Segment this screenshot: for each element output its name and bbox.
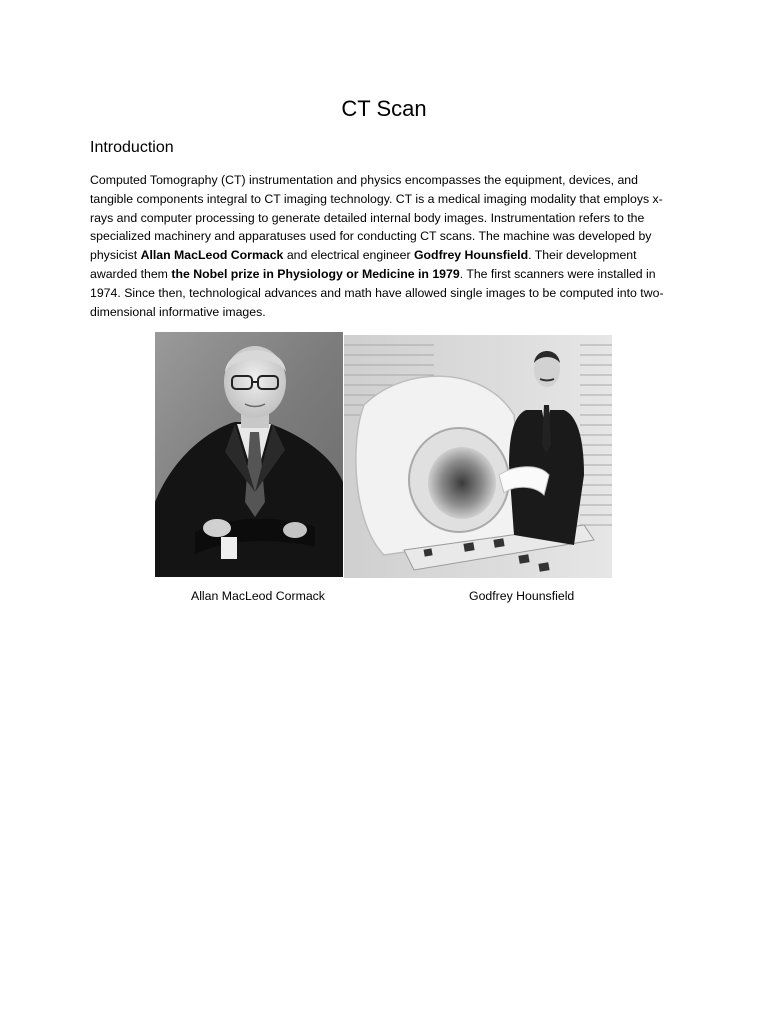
- caption-cormack: Allan MacLeod Cormack: [191, 589, 325, 603]
- paragraph-text: and electrical engineer: [283, 248, 414, 263]
- nobel-prize-text: the Nobel prize in Physiology or Medicine in 1979: [171, 266, 460, 281]
- paragraph-text: . Their development awarded them: [90, 248, 637, 281]
- hounsfield-photo: [344, 335, 612, 578]
- name-cormack: Allan MacLeod Cormack: [140, 248, 284, 263]
- caption-hounsfield: Godfrey Hounsfield: [469, 589, 575, 603]
- page-title: CT Scan: [341, 96, 427, 121]
- paragraph-text: Computed Tomography (CT) instrumentation and physics encompasses the equipment, devices, and tangible components integral to CT imaging technology. CT is a medical imaging modality that employs x-rays and computer processing to generate detailed internal body images. Instrumentation refers to the specialized machinery and apparatuses used for conducting CT scans. The machine was developed by physicist: [90, 173, 663, 263]
- section-heading: Introduction: [90, 139, 174, 156]
- intro-paragraph: [90, 171, 680, 321]
- paragraph-text: . The first scanners were installed in 1974. Since then, technological advances and math have allowed single images to be computed into two-dimensional informative images.: [90, 266, 664, 319]
- name-hounsfield: Godfrey Hounsfield: [413, 248, 529, 263]
- cormack-photo: [155, 332, 343, 577]
